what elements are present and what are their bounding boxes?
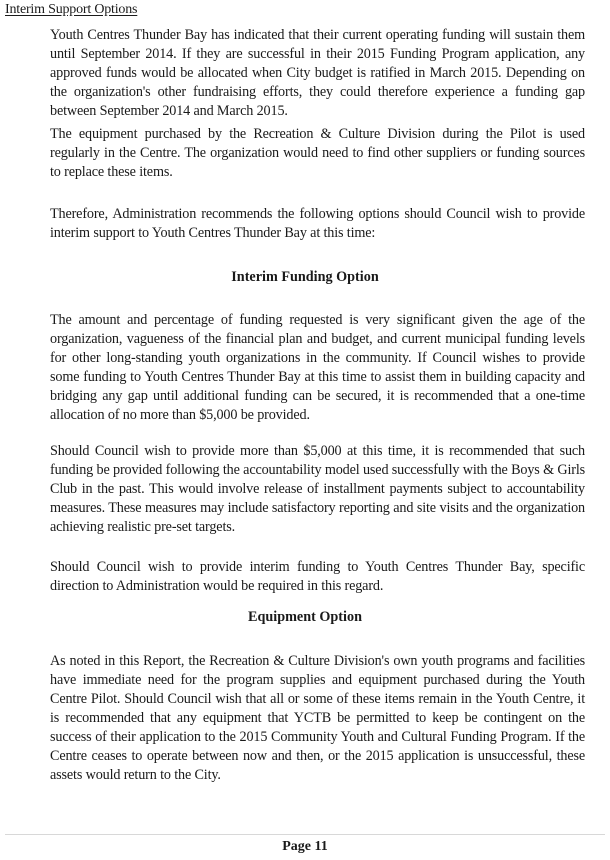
interim-funding-heading: Interim Funding Option — [231, 269, 379, 285]
page-number: Page 11 — [282, 839, 328, 854]
paragraph-equipment-option: As noted in this Report, the Recreation & Culture Division's own youth programs and facilities have immediate need for the program supplies and equipment purchased during the Youth Centre Pilot. Should Council wish that all or some of these items remain in the Youth Centre, it is recommended that any equipment that YCTB be permitted to keep be contingent on the success of their application to the 2015 Community Youth and Cultural Funding Program. If the Centre ceases to operate between now and then, or the 2015 application is unsuccessful, these assets would return to the City. — [50, 653, 585, 783]
paragraph-specific-direction: Should Council wish to provide interim funding to Youth Centres Thunder Bay, specific direction to Administration would be required in this regard. — [50, 559, 585, 594]
section-title: Interim Support Options — [5, 2, 138, 17]
paragraph-equipment-use: The equipment purchased by the Recreation & Culture Division during the Pilot is used regularly in the Centre. The organization would need to find other suppliers or funding sources to replace these items. — [50, 126, 585, 180]
paragraph-accountability-model: Should Council wish to provide more than $5,000 at this time, it is recommended that such funding be provided following the accountability model used successfully with the Boys & Girls Club in the past. This would involve release of installment payments subject to accountability measures. These measures may include satisfactory reporting and site visits and the organization achieving realistic pre-set targets. — [50, 443, 585, 535]
paragraph-funding-amount: The amount and percentage of funding requested is very significant given the age of the organization, vagueness of the financial plan and budget, and current municipal funding levels for other long-standing youth organizations in the community. If Council wishes to provide some funding to Youth Centres Thunder Bay at this time to assist them in building capacity and bridging any gap until additional funding can be secured, it is recommended that a one-time allocation of no more than $5,000 be provided. — [50, 312, 585, 423]
footer-divider — [5, 834, 605, 835]
equipment-option-heading: Equipment Option — [248, 609, 362, 625]
paragraph-funding-gap: Youth Centres Thunder Bay has indicated that their current operating funding will sustain them until September 2014. If they are successful in their 2015 Funding Program application, any approved funds would be allocated when City budget is ratified in March 2015. Depending on the organization's other fundraising efforts, they could therefore experience a funding gap between September 2014 and March 2015. — [50, 27, 585, 119]
paragraph-recommendation-intro: Therefore, Administration recommends the following options should Council wish to provide interim support to Youth Centres Thunder Bay at this time: — [50, 206, 585, 241]
